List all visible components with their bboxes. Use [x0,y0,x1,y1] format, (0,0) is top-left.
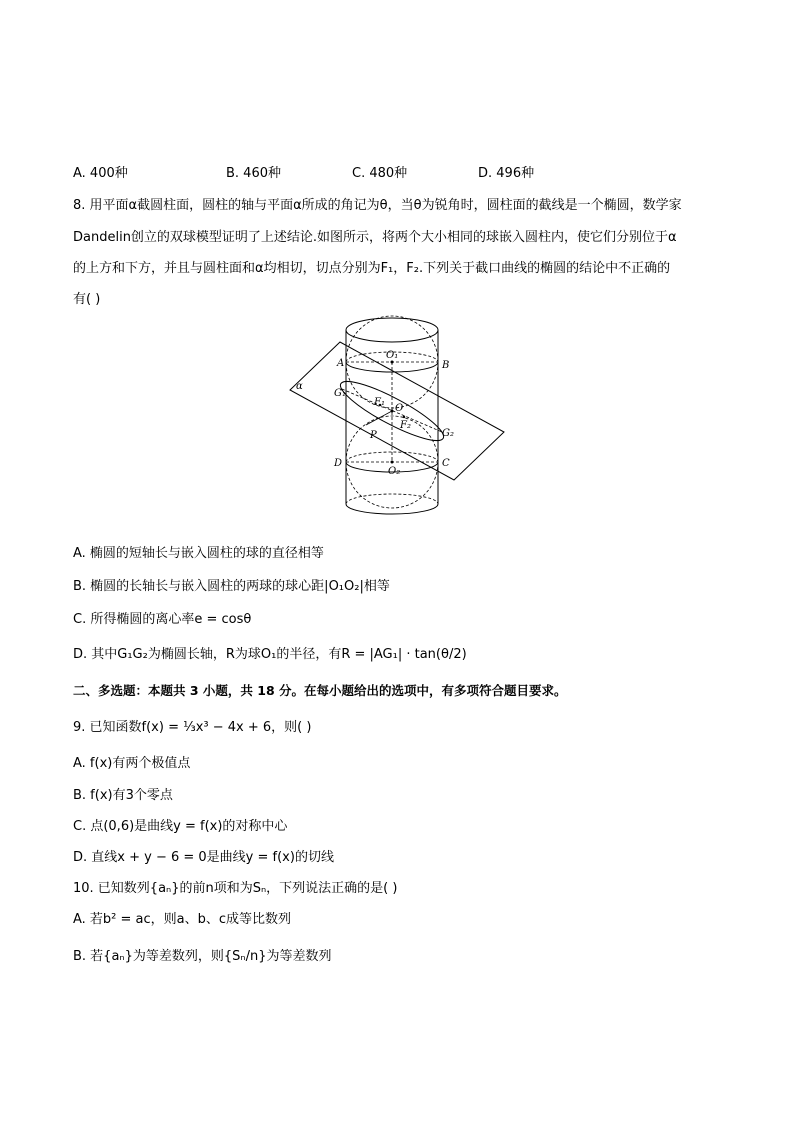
q10-option-a: A. 若b² = ac，则a、b、c成等比数列 [73,912,292,927]
dandelin-spheres-figure [282,310,512,520]
section-2-heading: 二、多选题：本题共 3 小题，共 18 分。在每小题给出的选项中，有多项符合题目要求。 [73,683,567,698]
q8-option-a: A. 椭圆的短轴长与嵌入圆柱的球的直径相等 [73,546,324,561]
q9-option-c: C. 点(0,6)是曲线y = f(x)的对称中心 [73,819,288,834]
label-c: C [442,458,450,469]
label-o: O [395,403,404,414]
point-o2 [391,461,394,464]
q8-stem-line-3: 的上方和下方，并且与圆柱面和α均相切，切点分别为F₁，F₂.下列关于截口曲线的椭圆的结论中不正确的 [73,261,671,276]
q7-option-d: D. 496种 [478,166,535,181]
cylinder-bottom-front [346,504,438,514]
label-b: B [442,360,450,371]
point-o [391,410,394,413]
q8-option-b: B. 椭圆的长轴长与嵌入圆柱的两球的球心距|O₁O₂|相等 [73,579,390,594]
q8-stem-line-2: Dandelin创立的双球模型证明了上述结论.如图所示，将两个大小相同的球嵌入圆柱内，使它们分别位于α [73,230,677,245]
label-d: D [334,458,343,469]
label-f1: F₁ [374,397,385,408]
q8-stem-line-1: 8. 用平面α截圆柱面，圆柱的轴与平面α所成的角记为θ，当θ为锐角时，圆柱面的截线是一个椭圆，数学家 [73,198,682,213]
label-g2: G₂ [442,428,454,439]
q7-option-b: B. 460种 [226,166,281,181]
q10-option-b: B. 若{aₙ}为等差数列，则{Sₙ/n}为等差数列 [73,949,332,964]
q7-option-a: A. 400种 [73,166,128,181]
q9-option-b: B. f(x)有3个零点 [73,788,173,803]
q9-stem: 9. 已知函数f(x) = ⅓x³ − 4x + 6，则( ) [73,720,312,735]
q7-option-c: C. 480种 [352,166,408,181]
q8-stem-line-4: 有( ) [73,292,101,307]
cylinder-top-ellipse [346,318,438,342]
q10-stem: 10. 已知数列{aₙ}的前n项和为Sₙ，下列说法正确的是( ) [73,881,398,896]
label-a: A [337,358,345,369]
q9-option-d: D. 直线x + y − 6 = 0是曲线y = f(x)的切线 [73,850,334,865]
label-g1: G₁ [334,388,346,399]
label-f2: F₂ [400,420,411,431]
point-f2 [403,416,405,418]
q9-option-a: A. f(x)有两个极值点 [73,756,191,771]
cylinder-bottom-back [346,494,438,504]
q8-option-c: C. 所得椭圆的离心率e = cosθ [73,612,252,627]
label-alpha: α [296,381,303,392]
label-p: P [370,430,377,441]
label-o1: O₁ [386,350,399,361]
q8-option-d: D. 其中G₁G₂为椭圆长轴，R为球O₁的半径，有R = |AG₁| · tan(θ/2) [73,647,467,662]
label-o2: O₂ [388,466,401,477]
